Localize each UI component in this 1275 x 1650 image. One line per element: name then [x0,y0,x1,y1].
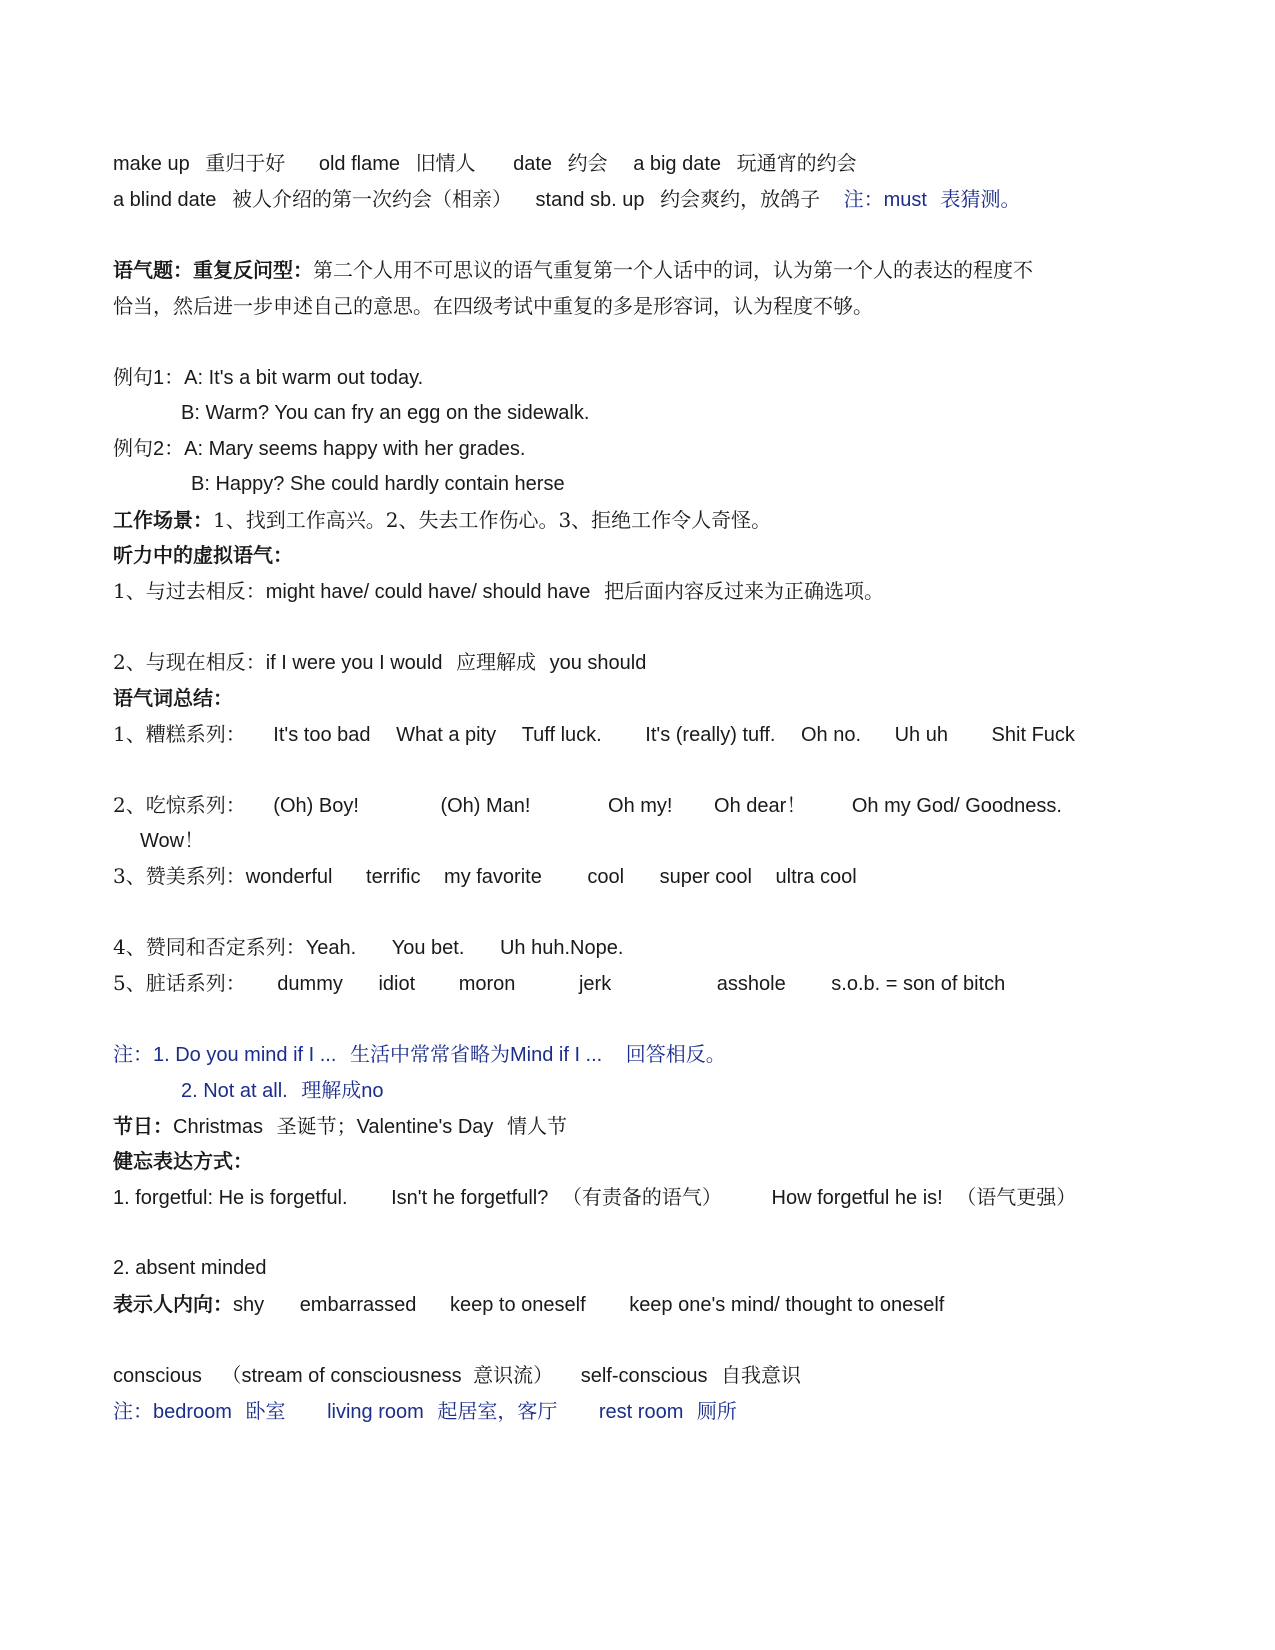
tone-series-3 [113,864,857,889]
note-label: 注： [843,187,884,211]
work-scenario-line [113,508,771,533]
example-number: 2： [153,438,185,460]
example-number: 1： [153,367,185,389]
example-label: 例句 [113,436,153,460]
series-word: ultra cool [775,866,857,888]
paragraph-text: 恰当，然后进一步申述自己的意思。在四级考试中重复的多是形容词，认为程度不够。 [113,294,873,318]
item-note: 把后面内容反过来为正确选项。 [603,579,884,603]
series-word: keep to oneself [449,1294,586,1316]
note-phrase: 2. Not at all. [181,1080,288,1102]
definition: 自我意识 [721,1363,802,1387]
term: bedroom [153,1401,232,1423]
definition: 旧情人 [415,151,476,175]
example-sentence: B: Happy? She could hardly contain herse [191,473,565,495]
term: a blind date [113,189,217,211]
item-phrase: 1. forgetful: He is forgetful. [113,1187,348,1209]
section-heading: 节日： [113,1114,173,1138]
rooms-note-line [113,1399,737,1424]
series-word: Yeah. [305,937,357,959]
definition: 厕所 [696,1399,737,1423]
series-label: 2、吃惊系列： [113,793,246,817]
note-mind-line-1 [113,1042,726,1067]
note-text: 生活中常常省略为 [349,1042,510,1066]
series-word: (Oh) Boy! [273,795,359,817]
series-word: wonderful [245,866,333,888]
series-word: Wow！ [140,830,205,852]
example-2-line-a [113,436,525,461]
example-1-line-b [181,401,589,425]
note-phrase: 1. Do you mind if I ... [153,1044,337,1066]
paragraph-tone-line-2 [113,294,873,319]
paragraph-tone-line-1 [113,258,1033,283]
term: make up [113,153,190,175]
item-phrase: might have/ could have/ should have [265,581,591,603]
term: rest room [598,1401,684,1423]
series-label: 4、赞同和否定系列： [113,935,306,959]
series-word: (Oh) Man! [440,795,531,817]
series-word: Shit Fuck [991,724,1075,746]
series-word: Uh huh.Nope. [499,937,624,959]
definition: 意识流） [473,1363,554,1387]
conscious-line [113,1363,801,1388]
series-word: idiot [378,973,416,995]
section-heading: 语气词总结： [113,686,233,710]
term: living room [327,1401,424,1423]
subjunctive-item-1 [113,579,884,604]
example-sentence: A: It's a bit warm out today. [184,367,424,389]
series-word: s.o.b. = son of bitch [831,973,1006,995]
vocab-line-2 [113,187,1021,212]
subjunctive-heading-line [113,543,293,568]
series-word: my favorite [444,866,542,888]
definition: 玩通宵的约会 [736,151,857,175]
term: old flame [318,153,400,175]
item-label: 2、与现在相反： [113,650,266,674]
definition: 起居室，客厅 [437,1399,558,1423]
summary-heading-line [113,686,233,711]
term: stand sb. up [535,189,645,211]
series-word: It's (really) tuff. [645,724,776,746]
term: date [513,153,553,175]
series-word: asshole [716,973,786,995]
series-word: jerk [578,973,612,995]
series-word: keep one's mind/ thought to oneself [629,1294,945,1316]
example-1-line-a [113,365,423,390]
paren: （ [221,1363,242,1387]
series-word: super cool [659,866,752,888]
series-word: moron [458,973,516,995]
note-text: 表猜测。 [940,187,1021,211]
note-mind-line-2 [181,1078,384,1103]
section-heading: 表示人内向： [113,1292,233,1316]
tone-series-1 [113,722,1075,747]
term: self-conscious [580,1365,708,1387]
introvert-line [113,1292,944,1317]
item-phrase: How forgetful he is! [771,1187,943,1209]
section-heading: 语气题：重复反问型： [113,258,313,282]
tone-series-4 [113,935,623,960]
definition: 约会 [567,151,608,175]
definition: 圣诞节； [276,1114,357,1138]
definition: 卧室 [245,1399,286,1423]
forgetful-heading-line [113,1149,253,1174]
definition: 约会爽约，放鸽子 [660,187,821,211]
series-label: 1、糟糕系列： [113,722,246,746]
series-word: It's too bad [273,724,371,746]
series-word: You bet. [391,937,465,959]
series-word: shy [233,1294,265,1316]
tone-series-5 [113,971,1005,996]
series-label: 3、赞美系列： [113,864,246,888]
paragraph-text: 1、找到工作高兴。2、失去工作伤心。3、拒绝工作令人奇怪。 [213,508,772,532]
example-sentence: B: Warm? You can fry an egg on the sidewalk. [181,402,590,424]
note-text: 回答相反。 [625,1042,726,1066]
series-word: terrific [366,866,421,888]
definition: 情人节 [507,1114,567,1138]
series-label: 5、脏话系列： [113,971,246,995]
item-note: （语气更强） [956,1185,1077,1209]
tone-series-2 [113,793,1062,818]
series-word: Oh no. [801,724,862,746]
series-word: cool [587,866,625,888]
section-heading: 健忘表达方式： [113,1149,253,1173]
example-2-line-b [191,472,565,496]
term: stream of consciousness [241,1365,462,1387]
example-sentence: A: Mary seems happy with her grades. [184,438,526,460]
term: a big date [633,153,722,175]
series-word: What a pity [396,724,497,746]
term: Valentine's Day [356,1116,494,1138]
item-phrase: you should [549,652,647,674]
series-word: Tuff luck. [521,724,602,746]
item-note: （有责备的语气） [561,1185,722,1209]
forgetful-item-2 [113,1256,266,1280]
note-label: 注： [113,1399,153,1423]
item-label: 1、与过去相反： [113,579,266,603]
vocab-line-1 [113,151,857,176]
series-word: embarrassed [299,1294,417,1316]
item-phrase: 2. absent minded [113,1257,267,1279]
definition: 重归于好 [205,151,286,175]
section-heading: 工作场景： [113,508,213,532]
series-word: Oh my God/ Goodness. [851,795,1062,817]
example-label: 例句 [113,365,153,389]
item-phrase: Isn't he forgetfull? [391,1187,549,1209]
subjunctive-item-2 [113,650,646,675]
series-word: Oh dear！ [714,795,807,817]
holiday-line [113,1114,567,1139]
tone-series-2-wrap [140,829,204,853]
note-phrase: Mind if I ... [509,1044,603,1066]
note-term: must [883,189,927,211]
series-word: dummy [277,973,343,995]
definition: 被人介绍的第一次约会（相亲） [231,187,512,211]
series-word: Oh my! [608,795,673,817]
forgetful-item-1 [113,1185,1076,1210]
note-label: 注： [113,1042,153,1066]
series-word: Uh uh [894,724,948,746]
paragraph-text: 第二个人用不可思议的语气重复第一个人话中的词，认为第一个人的表达的程度不 [313,258,1033,282]
section-heading: 听力中的虚拟语气： [113,543,293,567]
note-phrase: no [361,1080,384,1102]
note-text: 理解成 [301,1078,362,1102]
term: Christmas [173,1116,264,1138]
item-note: 应理解成 [456,650,537,674]
item-phrase: if I were you I would [265,652,443,674]
term: conscious [113,1365,202,1387]
